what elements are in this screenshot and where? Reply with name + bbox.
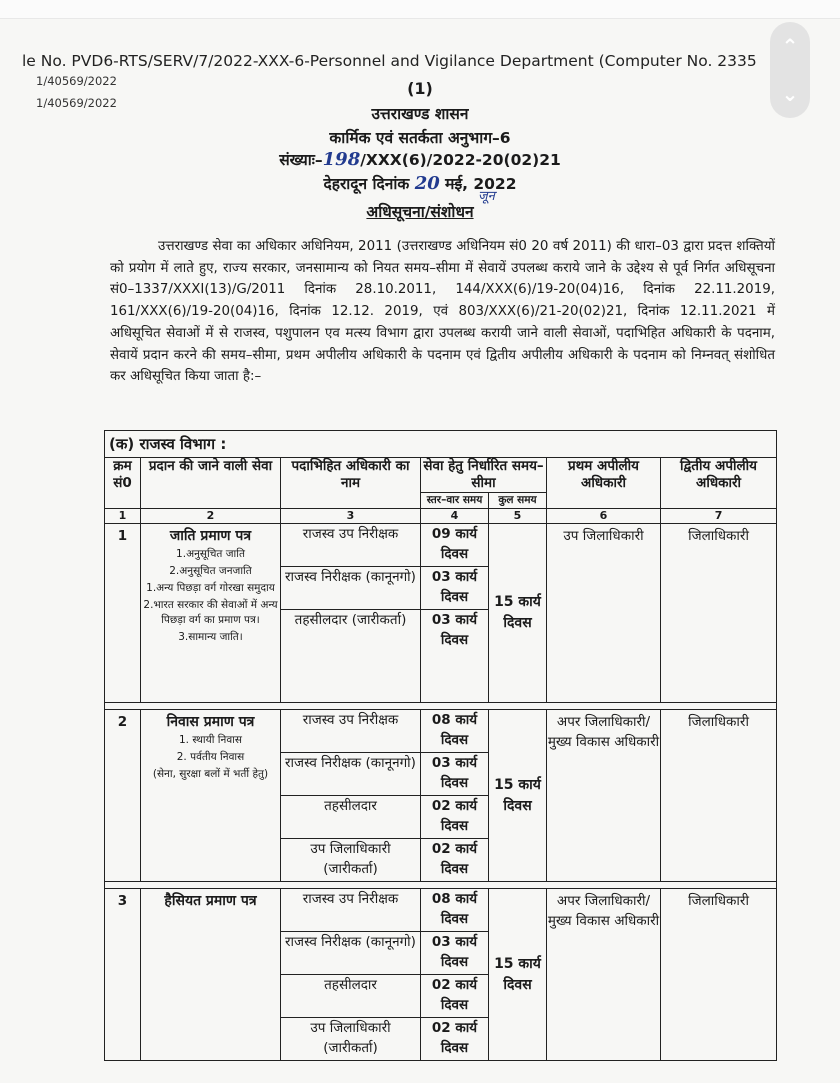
service-sub-item: 1. स्थायी निवास	[178, 734, 242, 746]
row-sno: 3	[105, 889, 141, 1061]
officer-name: राजस्व निरीक्षक (कानूनगो)	[281, 753, 420, 796]
date-handwritten: 20	[414, 173, 440, 194]
level-time: 02 कार्य दिवस	[431, 1020, 478, 1056]
officer-name: राजस्व उप निरीक्षक	[281, 889, 420, 932]
officer-name: राजस्व उप निरीक्षक	[281, 524, 420, 567]
section-label: (क)	[109, 435, 135, 453]
service-sub-item: 2.अनुसूचित जनजाति	[169, 565, 252, 577]
year: , 2022	[462, 175, 517, 193]
officer-name: तहसीलदार (जारीकर्ता)	[294, 612, 407, 628]
header-first-appellate: प्रथम अपीलीय अधिकारी	[547, 458, 661, 509]
service-sub-item: 1.अन्य पिछड़ा वर्ग गोरखा समुदाय	[146, 582, 275, 594]
service-sub-item: 2. पर्वतीय निवास	[176, 751, 245, 763]
chevron-up-icon[interactable]: ⌃	[781, 34, 799, 58]
service-sub-item: (सेना, सुरक्षा बलों में भर्ती हेतु)	[152, 768, 269, 780]
order-prefix: संख्याः–	[279, 151, 323, 169]
service-sub-item: 1.अनुसूचित जाति	[176, 548, 245, 560]
header-time-limit: सेवा हेतु निर्धारित समय–सीमा	[421, 458, 547, 493]
notification-title: अधिसूचना/संशोधन	[366, 203, 474, 221]
header-sno: क्रम सं0	[105, 458, 141, 509]
service-title: हैसियत प्रमाण पत्र	[164, 893, 257, 909]
officer-name: राजस्व निरीक्षक (कानूनगो)	[281, 932, 420, 975]
revenue-services-table	[104, 430, 777, 1061]
first-appellate: अपर जिलाधिकारी/ मुख्य विकास अधिकारी	[547, 889, 661, 1061]
total-time: 15 कार्य दिवस	[489, 889, 547, 1061]
row-spacer	[105, 703, 777, 710]
total-time: 15 कार्य दिवस	[489, 524, 547, 703]
computer-no-line: 1/40569/2022	[36, 74, 117, 88]
service-sub-item: 3.सामान्य जाति।	[178, 631, 243, 643]
header-officer: पदाभिहित अधिकारी का नाम	[281, 458, 421, 509]
service-sub-item: 2.भारत सरकार की सेवाओं में अन्य पिछड़ा वर्ग का प्रमाण पत्र।	[143, 599, 278, 626]
row-officers	[281, 889, 421, 1061]
header-level-time: स्तर–वार समय	[421, 493, 489, 509]
row-officers	[281, 524, 421, 703]
column-number: 2	[141, 509, 281, 524]
level-time: 02 कार्य दिवस	[421, 975, 488, 1018]
page-number: (1)	[407, 79, 433, 98]
level-time: 03 कार्य दिवस	[421, 753, 488, 796]
month-struck: मई	[445, 175, 463, 193]
column-number: 7	[661, 509, 777, 524]
level-time: 03 कार्य दिवस	[421, 932, 488, 975]
second-appellate: जिलाधिकारी	[661, 710, 777, 882]
row-level-times	[421, 524, 489, 703]
table-row	[105, 889, 777, 1061]
row-officers	[281, 710, 421, 882]
file-header: le No. PVD6-RTS/SERV/7/2022-XXX-6-Personnel and Vigilance Department (Computer No. 2335	[22, 52, 757, 70]
service-title: निवास प्रमाण पत्र	[166, 714, 255, 730]
viewer-top-bar	[0, 0, 840, 19]
row-service	[141, 889, 281, 1061]
row-spacer	[105, 882, 777, 889]
row-service	[141, 524, 281, 703]
order-number	[0, 148, 840, 170]
level-time: 09 कार्य दिवस	[421, 524, 488, 567]
section-heading	[105, 431, 777, 458]
row-sno: 1	[105, 524, 141, 703]
department-name: कार्मिक एवं सतर्कता अनुभाग–6	[329, 129, 511, 147]
column-number: 6	[547, 509, 661, 524]
row-level-times	[421, 889, 489, 1061]
level-time: 03 कार्य दिवस	[421, 567, 488, 610]
row-sno: 2	[105, 710, 141, 882]
header-total-time: कुल समय	[489, 493, 547, 509]
officer-name: तहसीलदार	[281, 796, 420, 839]
second-appellate: जिलाधिकारी	[661, 524, 777, 703]
month-handwritten: जून	[478, 189, 495, 204]
officer-name: तहसीलदार	[281, 975, 420, 1018]
computer-no-line: 1/40569/2022	[36, 96, 117, 110]
service-title: जाति प्रमाण पत्र	[169, 528, 252, 544]
level-time: 02 कार्य दिवस	[431, 841, 478, 877]
level-time: 02 कार्य दिवस	[421, 796, 488, 839]
officer-name: राजस्व उप निरीक्षक	[281, 710, 420, 753]
order-suffix: /XXX(6)/2022-20(02)21	[360, 151, 561, 169]
row-service	[141, 710, 281, 882]
level-time: 03 कार्य दिवस	[431, 612, 478, 648]
first-appellate: उप जिलाधिकारी	[547, 524, 661, 703]
officer-name: उप जिलाधिकारी (जारीकर्ता)	[310, 1020, 391, 1056]
column-number: 4	[421, 509, 489, 524]
first-appellate: अपर जिलाधिकारी/ मुख्य विकास अधिकारी	[547, 710, 661, 882]
officer-name: राजस्व निरीक्षक (कानूनगो)	[281, 567, 420, 610]
date-prefix: देहरादून दिनांक	[323, 175, 410, 193]
notification-paragraph: उत्तराखण्ड सेवा का अधिकार अधिनियम, 2011 (उत्तराखण्ड अधिनियम सं0 20 वर्ष 2011) की धारा–03 द्वारा प्रदत्त शक्तियों को प्रयोग में लाते हुए, राज्य सरकार, जनसामान्य को नियत समय–सीमा में सेवायें उपलब्ध कराये जाने के उद्देश्य से पूर्व निर्गत अधिसूचना सं0–1337/XXXI(13)/G/2011 दिनांक 28.10.2011, 144/XXX(6)/19-20(04)16, दिनांक 22.11.2019, 161/XXX(6)/19-20(04)16, दिनांक 12.12. 2019, एवं 803/XXX(6)/21-20(02)21, दिनांक 12.11.2021 में अधिसूचित सेवाओं में से राजस्व, पशुपालन एव मत्स्य विभाग द्वारा उपलब्ध करायी जाने वाली सेवाओं, पदाभिहित अधिकारी के पदनाम, सेवायें प्रदान करने की समय–सीमा, प्रथम अपीलीय अधिकारी के पदनाम एवं द्वितीय अपीलीय अधिकारी के पदनाम को निम्नवत् संशोधित कर अधिसूचित किया जाता है:–	[110, 239, 775, 385]
total-time: 15 कार्य दिवस	[489, 710, 547, 882]
order-handwritten: 198	[322, 149, 361, 170]
officer-name: उप जिलाधिकारी (जारीकर्ता)	[310, 841, 391, 877]
header-second-appellate: द्वितीय अपीलीय अधिकारी	[661, 458, 777, 509]
order-date	[0, 172, 840, 194]
column-number: 3	[281, 509, 421, 524]
table-row	[105, 524, 777, 703]
second-appellate: जिलाधिकारी	[661, 889, 777, 1061]
column-number: 1	[105, 509, 141, 524]
table-row	[105, 710, 777, 882]
level-time: 08 कार्य दिवस	[421, 710, 488, 753]
row-level-times	[421, 710, 489, 882]
govt-name: उत्तराखण्ड शासन	[371, 105, 469, 123]
section-title: राजस्व विभाग :	[139, 435, 227, 453]
level-time: 08 कार्य दिवस	[421, 889, 488, 932]
chevron-down-icon[interactable]: ⌄	[781, 82, 799, 106]
column-number: 5	[489, 509, 547, 524]
header-service: प्रदान की जाने वाली सेवा	[141, 458, 281, 509]
